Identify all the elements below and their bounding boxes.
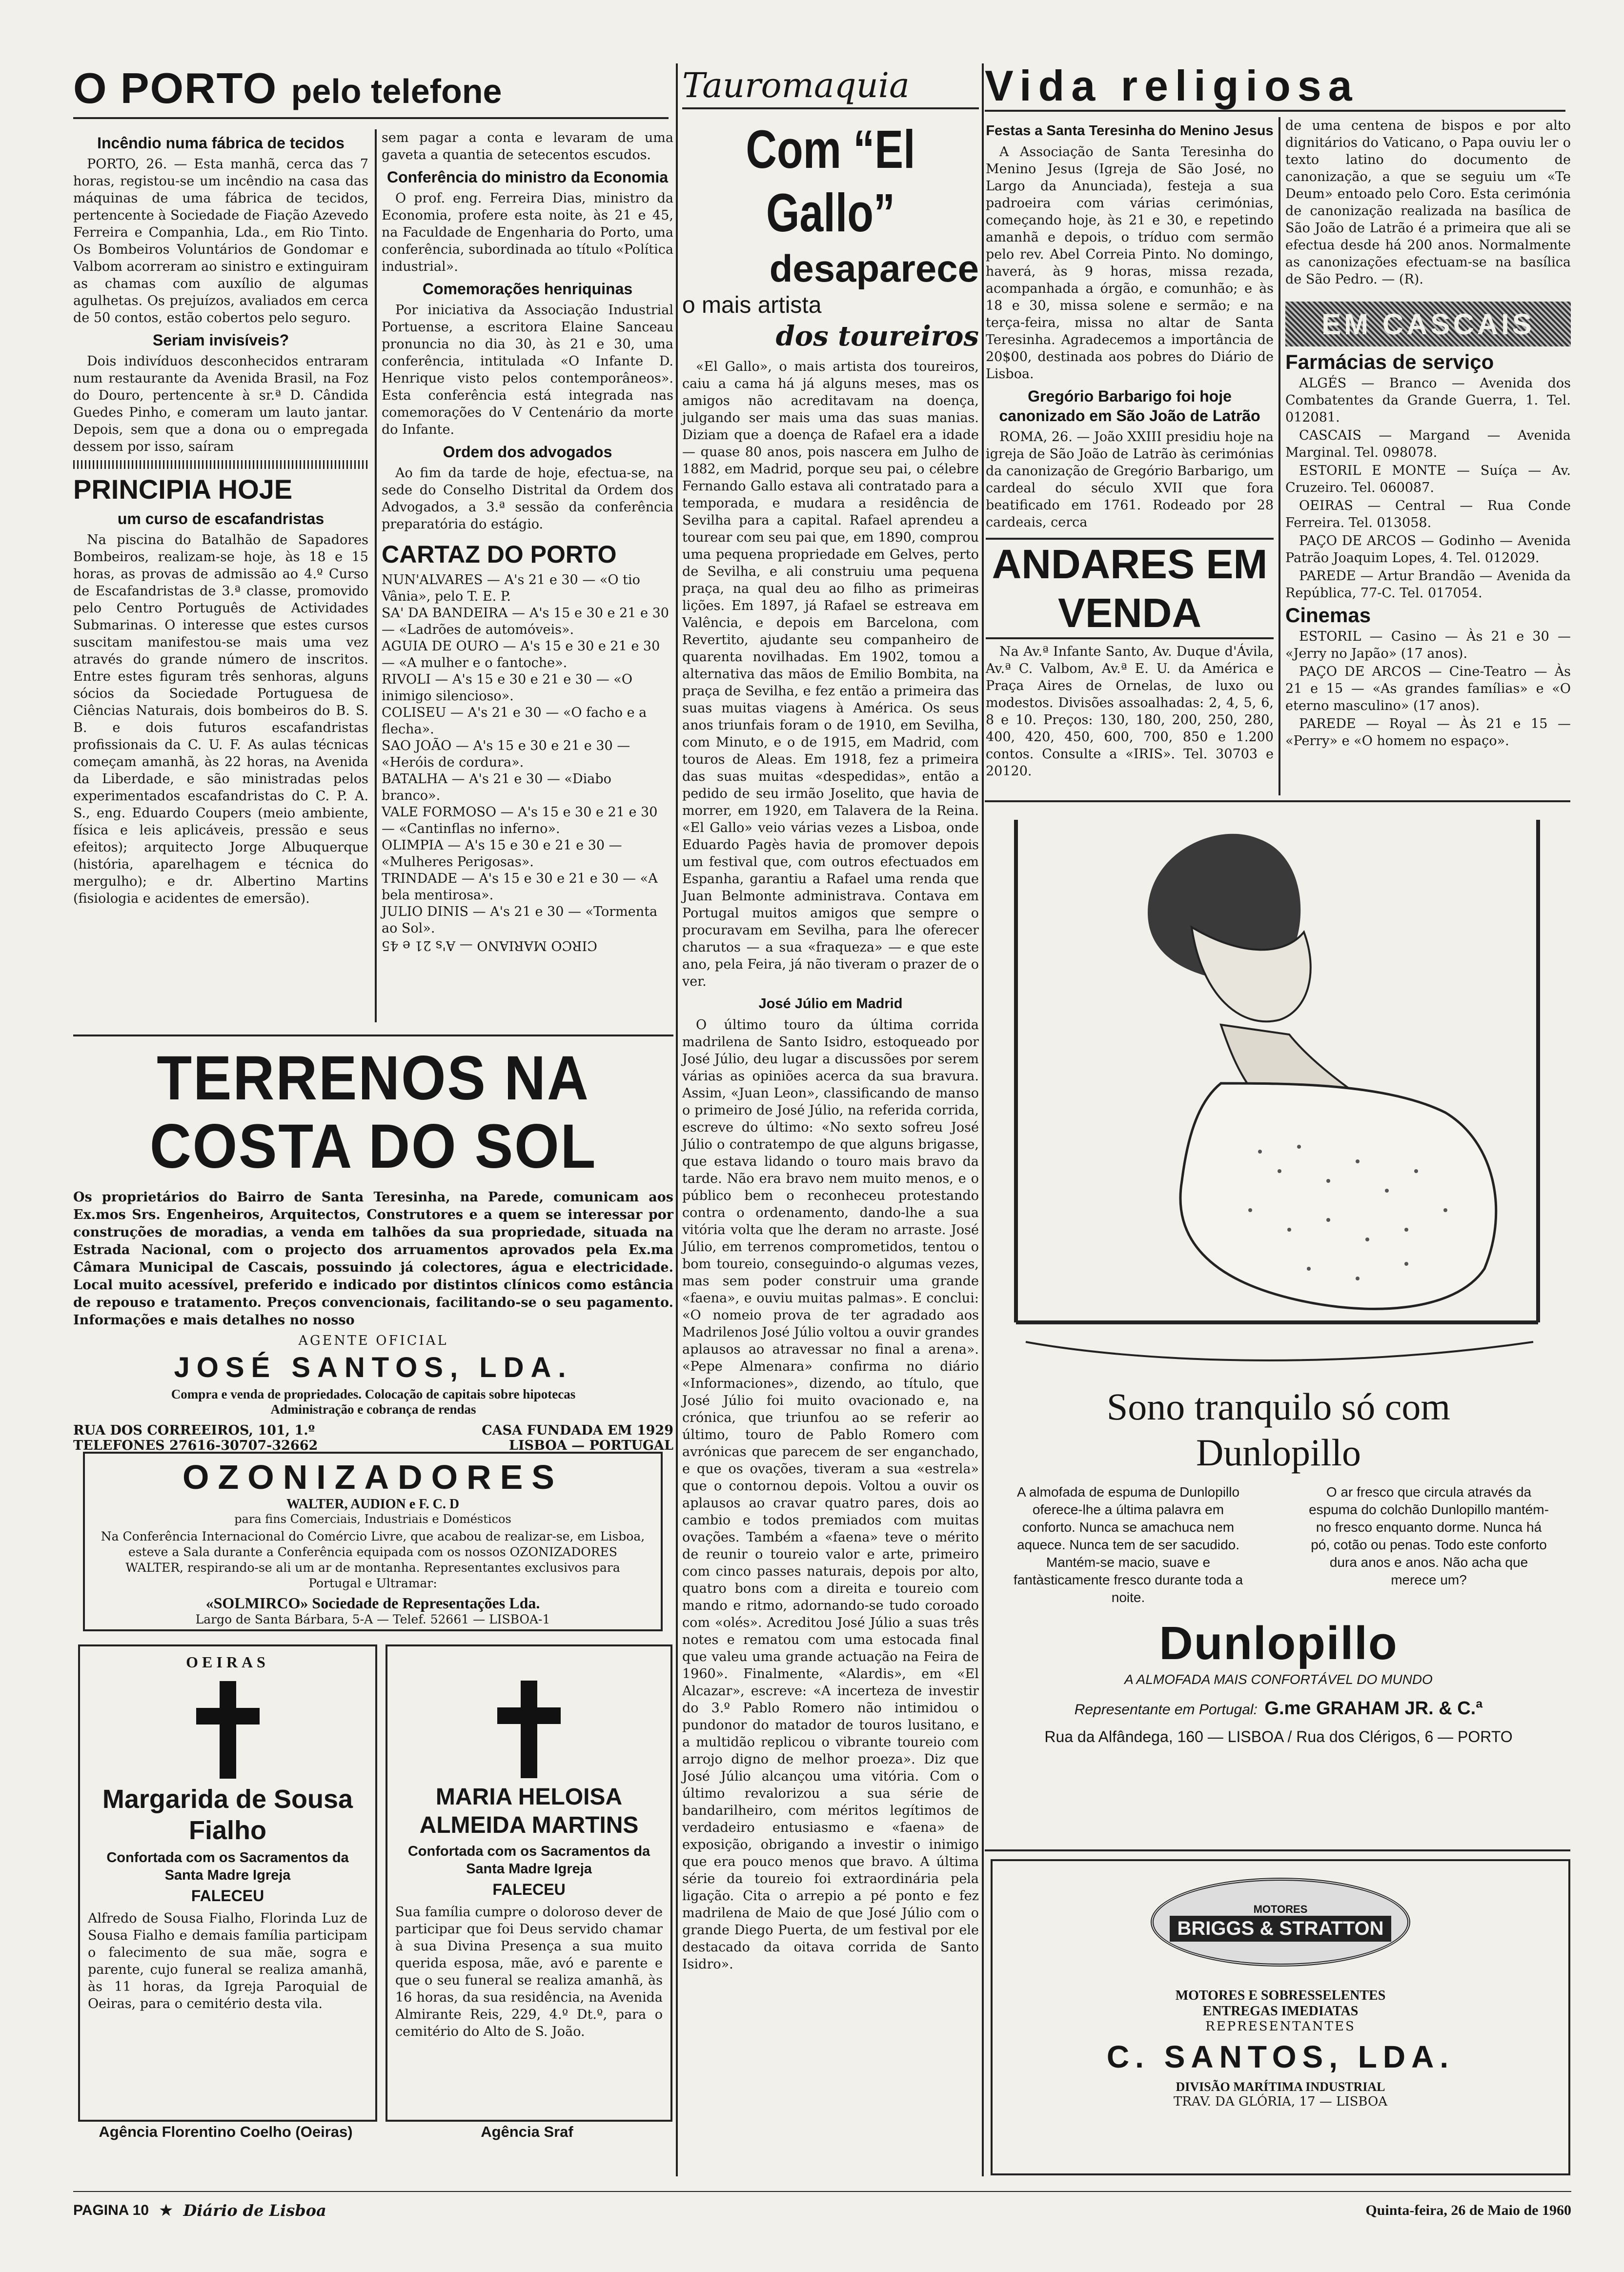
- section-rule: [985, 1849, 1570, 1851]
- dunlopillo-rep-label: Representante em Portugal:: [1074, 1702, 1258, 1718]
- column-3: [682, 63, 979, 2176]
- headline-conferencia: Conferência do ministro da Economia: [386, 168, 669, 186]
- headline-cinemas: Cinemas: [1285, 604, 1371, 627]
- article-advogados: Ao fim da tarde de hoje, efectua-se, na sede do Conselho Distrital da Ordem dos Advogados, a 3.ª sessão da conferência preparatória do estágio.: [382, 466, 673, 532]
- cartaz-item: SAO JOÃO — A's 15 e 30 e 21 e 30 — «Heróis de cordura».: [382, 738, 630, 770]
- obit2-body: Sua família cumpre o doloroso dever de participar que foi Deus servido chamar à sua Divina Presença a sua muito querida esposa, mãe, avó e parente e que o seu funeral se realiza amanhã, às 16 horas, da sua residência, na Avenida Almirante Reis, 229, 4.º Dt.º, para o cemitério do Alto de S. João.: [395, 1905, 663, 2039]
- religiosa-banner: [985, 61, 1565, 112]
- porto-banner-main: O PORTO: [73, 64, 278, 112]
- farmacia-item: PAREDE — Artur Brandão — Avenida da República, 77-C. Tel. 017054.: [1285, 568, 1571, 601]
- headline-invisiveis: Seriam invisíveis?: [152, 331, 289, 349]
- cartaz-item: JULIO DINIS — A's 21 e 30 — «Tormenta ao Sol».: [382, 904, 658, 936]
- briggs-address: TRAV. DA GLÓRIA, 17 — LISBOA: [1173, 2094, 1388, 2109]
- column-5: [1285, 117, 1571, 800]
- terrenos-address-row: [73, 1423, 673, 1438]
- terrenos-ad: [73, 1043, 673, 1453]
- cartaz-item: SA' DA BANDEIRA — A's 15 e 30 e 21 e 30 — «Ladrões de automóveis».: [382, 606, 669, 637]
- obit1-name: Margarida de Sousa Fialho: [102, 1785, 353, 1845]
- briggs-line3: REPRESENTANTES: [1205, 2019, 1356, 2034]
- headline-festas: Festas a Santa Teresinha do Menino Jesus: [986, 123, 1274, 139]
- andares-headline: ANDARES EM VENDA: [986, 538, 1274, 639]
- ozonizadores-company: «SOLMIRCO» Sociedade de Representações Lda.: [205, 1594, 540, 1612]
- divider: [73, 460, 368, 469]
- dunlopillo-rep-name: G.me GRAHAM JR. & C.ª: [1264, 1698, 1483, 1719]
- cartaz-item: RIVOLI — A's 15 e 30 e 21 e 30 — «O inimigo silencioso».: [382, 672, 632, 704]
- obit1-place: OEIRAS: [186, 1653, 269, 1671]
- farmacia-item: PAÇO DE ARCOS — Godinho — Avenida Patrão Joaquim Lopes, 4. Tel. 012029.: [1285, 533, 1571, 566]
- headline-advogados: Ordem dos advogados: [443, 443, 612, 461]
- column-1: [73, 129, 368, 1022]
- farmacia-item: OEIRAS — Central — Rua Conde Ferreira. Tel. 013058.: [1285, 498, 1571, 530]
- dunlopillo-text-left: A almofada de espuma de Dunlopillo oferece-lhe a última palavra em conforto. Nunca se amachuca nem aquece. Nunca tem de ser sacudido. Mantém-se macio, suave e fantàsticamente fresco durante toda a noite.: [1013, 1484, 1243, 1605]
- dunlopillo-text-right: O ar fresco que circula através da espuma do colchão Dunlopillo mantém-no fresco enquanto dorme. Nunca há pó, cotão ou penas. Todo este conforto dura anos e anos. Não acha que merece um?: [1309, 1484, 1549, 1587]
- cascais-banner: [1285, 302, 1571, 346]
- cartaz-item: VALE FORMOSO — A's 15 e 30 e 21 e 30 — «Cantinflas no inferno».: [382, 805, 658, 836]
- briggs-line2: ENTREGAS IMEDIATAS: [1202, 2004, 1359, 2019]
- briggs-company: C. SANTOS, LDA.: [1106, 2039, 1455, 2074]
- article-jose-julio: O último touro da última corrida madrilena de Santo Isidro, estoqueado por José Júlio, deu lugar a discussões por serem várias as opiniões acerca da sua bravura. Assim, «Juan Leon», classificando de manso o primeiro de José Júlio, na referida corrida, escreve do último: «No sexto sofreu José Júlio o contratempo de que alguns brigasse, que estava lidando o touro mais bravo da tarde. Não era bravo nem muito menos, e o público bem o reconheceu protestando contra o ordenamento, dando-lhe a sua vitória volta que lhe deram no arraste. José Júlio, em terrenos comprometidos, tentou o bom toureio, conseguindo-o algumas vezes, mas sem poder construir uma grande «faena», e ouviu muitas palmas». E conclui: «O nomeio prova de ter agradado aos Madrilenos José Júlio voltou a ouvir grandes aplausos ao atravessar no final a arena». «Pepe Almenara» confirma no diário «Informaciones», dizendo, ao título, que José Júlio foi muito ovacionado e, na crónica, que triunfou ao se referir ao último, touro de Pablo Romero com avrónicas que parecem de ser enganchado, e que os ovações, tiveram a sua «estrela» que o contornou depois. Voltou a ouvir os aplausos ao cravar quatro pares, dois ao cambio e todos premiados com muitas ovações. Também a «faena» teve o mérito de reunir o toureio valor e arte, primeiro com cinco passes naturais, depois por alto, quatro bons com a direita e toureio com mando e ritmo, adornando-se tudo coroado com «olés». Acreditou José Júlio a suas três notes e rematou com uma estocada final que valeu uma grande actuação na Feira de 1960». Finalmente, «Alardis», em «El Alcazar», escreve: «A incerteza de investir do 3.º Pablo Romero não intimidou o pundonor do matador de touros lusitano, e a multidão replicou o vibrante toureio com arrojo digno de melhor proeza». Diz que José Júlio alcançou uma vitória. Com o último revalorizou a sua série de bandarilheiro, com méritos legítimos de verdadeiro entusiasmo e «faena» de exposição, obrigando a investir o inimigo que era pouco menos que bravo. A última série da toureio foi extraordinária pela ligação. Cita o arrepio a pé ponto e fez madrilena de Maio de que José Júlio com o grande Diego Puerta, de um festival por ele destacado da oitava corrida de Santo Isidro».: [682, 1017, 979, 1972]
- farmacia-item: ALGÉS — Branco — Avenida dos Combatentes da Grande Guerra, 1. Tel. 012081.: [1285, 376, 1571, 425]
- obit1-comfort: Confortada com os Sacramentos da Santa Madre Igreja: [106, 1850, 349, 1883]
- ozonizadores-use: para fins Comerciais, Industriais e Domésticos: [234, 1512, 511, 1526]
- dunlopillo-rep-row: [987, 1698, 1570, 1719]
- footer: [73, 2196, 1571, 2225]
- headline-gregorio: Gregório Barbarigo foi hoje canonizado em São João de Latrão: [999, 387, 1260, 425]
- terrenos-phones: TELEFONES 27616-30707-32662: [73, 1438, 318, 1453]
- column-rule: [676, 63, 678, 2176]
- cartaz-list: [382, 572, 673, 953]
- article-comemoracoes: Por iniciativa da Associação Industrial Portuense, a escritora Elaine Sanceau pronuncia no dia 30, às 21 e 30, uma conferência, intitulada «O Infante D. Henrique visto pelos contemporâneos». Esta conferência está integrada nas comemorações do V Centenário da morte do Infante.: [382, 303, 673, 437]
- terrenos-services2: Administração e cobrança de rendas: [270, 1402, 476, 1417]
- terrenos-company: JOSÉ SANTOS, LDA.: [174, 1352, 573, 1383]
- headline-farmacias: Farmácias de serviço: [1285, 350, 1494, 373]
- column-rule: [1279, 117, 1280, 795]
- headline-incendio: Incêndio numa fábrica de tecidos: [97, 134, 345, 152]
- porto-banner-sub: pelo telefone: [291, 72, 502, 110]
- article-gregorio: ROMA, 26. — João XXIII presidiu hoje na igreja de São João de Latrão às cerimónias da canonização de Gregório Barbarigo, um cardeal do século XVII que fora beatificado em 1761. Rodeado por 28 cardeais, cerca: [986, 429, 1274, 530]
- gallo-headline-4: dos toureiros: [775, 320, 979, 352]
- dunlopillo-brand: Dunlopillo: [1159, 1617, 1398, 1669]
- article-principia: Na piscina do Batalhão de Sapadores Bombeiros, realizam-se hoje, às 18 e 15 horas, as provas de admissão ao 4.º Curso de Escafandristas de 3.ª classe, promovido pelo Centro Português de Actividades Submarinas. O interesse que estes cursos suscitam manifestou-se mais uma vez através do grande número de inscritos. Entre estes figuram três senhoras, alguns sócios da Sociedade Portuguesa de Ciências Naturais, dois bombeiros do B. S. B. e dois futuros escafandristas profissionais da C. U. F. As aulas técnicas começam amanhã, às 22 horas, na Avenida da Liberdade, e são ministradas pelos experimentados escafandristas do C. P. A. S., eng. Eduardo Coupers (meio ambiente, física e leis aplicáveis, pressão e seus efeitos); arquitecto Jorge Albuquerque (história, aparelhagem e técnica do mergulho); e dr. Albertino Martins (fisiologia e acidentes de emersão).: [73, 532, 368, 906]
- dunlopillo-headline-1: Sono tranquilo só com: [1106, 1385, 1451, 1428]
- dunlopillo-tagline: A ALMOFADA MAIS CONFORTÁVEL DO MUNDO: [1124, 1672, 1433, 1687]
- article-andares: Na Av.ª Infante Santo, Av. Duque d'Ávila, Av.ª C. Valbom, Av.ª E. U. da América e Praça Aires de Ornelas, de luxo ou modestos. Divisões assoalhadas: 2, 4, 5, 6, 8 e 10. Preços: 130, 180, 200, 250, 280, 400, 420, 450, 600, 700, 850 e 1.200 contos. Consulte a «IRIS». Tel. 30703 e 20120.: [986, 644, 1274, 779]
- cartaz-item: BATALHA — A's 21 e 30 — «Diabo branco».: [382, 771, 611, 803]
- obit2-faleceu: FALECEU: [492, 1881, 566, 1898]
- porto-banner: [73, 63, 639, 117]
- ozonizadores-body: Na Conferência Internacional do Comércio Livre, que acabou de realizar-se, em Lisboa, esteve a Sala durante a Conferência equipada com os nossos OZONIZADORES WALTER, respirando-se ali um ar de montanha. Representantes exclusivos para Portugal e Ultramar:: [101, 1529, 645, 1590]
- cascais-banner-text: EM CASCAIS: [1321, 307, 1535, 341]
- cross-icon: [497, 1681, 561, 1778]
- dunlopillo-address: Rua da Alfândega, 160 — LISBOA / Rua dos Clérigos, 6 — PORTO: [1044, 1728, 1513, 1745]
- briggs-logo-top: MOTORES: [1253, 1903, 1308, 1915]
- obit2-name: MARIA HELOISA ALMEIDA MARTINS: [419, 1784, 639, 1838]
- farmacia-item: ESTORIL E MONTE — Suíça — Av. Cruzeiro. Tel. 060087.: [1285, 463, 1571, 495]
- headline-principia: PRINCIPIA HOJE: [73, 474, 293, 505]
- briggs-logo-main: BRIGGS & STRATTON: [1170, 1916, 1392, 1942]
- headline-comemoracoes: Comemorações henriquinas: [422, 280, 633, 298]
- cartaz-item: NUN'ALVARES — A's 21 e 30 — «O tio Vânia», pelo T. E. P.: [382, 572, 640, 604]
- section-rule: [73, 1035, 673, 1036]
- cartaz-item: COLISEU — A's 21 e 30 — «O facho e a flecha».: [382, 705, 647, 737]
- article-gallo: «El Gallo», o mais artista dos toureiros, caiu a cama há já alguns meses, mas os amigos não acreditavam na doença, julgando ser mais uma das suas manias. Diziam que a doença de Rafael era a idade — quase 80 anos, pois nascera em Julho de 1882, em Madrid, porque seu pai, o célebre Fernando Gallo estava ali contratado para a temporada, e mudara a residência de Sevilha para a capital. Rafael aprendeu a tourear com seu pai que, em 1890, comprou uma pequena propriedade em Gelves, perto de Sevilha, e ali construiu uma pequena praça, na qual deu ao filho as primeiras lições. Em 1897, já Rafael se estreava em Valência, e depois em Barcelona, com Revertito, ajudante seu companheiro de quarenta novilhadas. Em 1902, tomou a alternativa das mãos de Emilio Bombita, na praça de Sevilha, e fez então a primeira das suas muitas viagens à América. Os seus anos triunfais foram o de 1910, em Sevilha, com Minuto, e o de 1915, em Madrid, com touros de Aleas. Em 1918, fez a primeira das suas muitas «despedidas», então a pedido de seu irmão Joselito, que havia de morrer, em 1920, em Talavera de la Reina. «El Gallo» veio várias vezes a Lisboa, onde Eduardo Pagès havia de promover depois um festival que, com outros efectuados em Espanha, garantiu a Rafael uma renda que Juan Belmonte administrava. Contava em Portugal muitos amigos que sempre o procuravam em Sevilha, para lhe oferecer charutos — a sua «fraqueza» — e que este ano, pela Feira, já não tiveram o prazer de o ver.: [682, 359, 979, 989]
- terrenos-services1: Compra e venda de propriedades. Colocação de capitais sobre hipotecas: [171, 1387, 576, 1401]
- briggs-division: DIVISÃO MARÍTIMA INDUSTRIAL: [1176, 2080, 1385, 2094]
- section-rule: [985, 800, 1570, 802]
- terrenos-headline: TERRENOS NA COSTA DO SOL: [149, 1043, 597, 1181]
- obit1-body: Alfredo de Sousa Fialho, Florinda Luz de Sousa Fialho e demais família participam o falecimento de sua mãe, sogra e parente, cujo funeral se realiza amanhã, às 11 horas, da Igreja Paroquial de Oeiras, para o cemitério desta vila.: [88, 1911, 367, 2011]
- obit2-agency: Agência Sraf: [481, 2123, 573, 2140]
- ozonizadores-title: OZONIZADORES: [183, 1458, 563, 1496]
- farmacia-item: CASCAIS — Margand — Avenida Marginal. Tel. 098078.: [1285, 428, 1571, 460]
- column-rule: [982, 63, 984, 2176]
- obituary-2: [386, 1644, 672, 2122]
- cartaz-item-inverted: CIRCO MARIANO — A's 21 e 45: [382, 938, 597, 953]
- ozonizadores-brand: WALTER, AUDION e F. C. D: [286, 1497, 460, 1512]
- dunlopillo-headline-2: Dunlopillo: [1196, 1431, 1361, 1474]
- terrenos-addr-right: CASA FUNDADA EM 1929: [482, 1423, 673, 1438]
- cinemas-list: [1285, 628, 1571, 750]
- obituary-1: [78, 1644, 377, 2122]
- article-festas: A Associação de Santa Teresinha do Menino Jesus (Igreja de São José, no Largo da Anunciada), festeja a sua padroeira com várias cerimónias, começando hoje, às 21 e 30, e repetindo amanhã e depois, o tríduo com sermão pelo rev. Abel Correia Pinto. No domingo, haverá, às 9 horas, missa rezada, acompanhada a órgão, e comunhão; e às 18 e 30, missa solene e sermão; e na terça-feira, missa no altar de Santa Teresinha. Agradecemos a importância de 20$00, destinada aos pobres do Diário de Lisboa.: [986, 144, 1274, 382]
- ozonizadores-address: Largo de Santa Bárbara, 5-A — Telef. 52661 — LISBOA-1: [195, 1612, 550, 1626]
- column-rule: [375, 129, 377, 1022]
- footer-date: Quinta-feira, 26 de Maio de 1960: [1365, 2202, 1571, 2218]
- footer-page: PAGINA 10: [73, 2202, 149, 2218]
- farmacias-list: [1285, 375, 1571, 602]
- dunlopillo-ad: [987, 810, 1570, 1825]
- footer-left: [73, 2201, 326, 2220]
- cross-icon: [196, 1681, 260, 1779]
- obit1-faleceu: FALECEU: [191, 1887, 264, 1905]
- religiosa-banner-text: Vida religiosa: [985, 61, 1359, 110]
- briggs-logo: [1151, 1878, 1410, 1967]
- headline-cartaz: CARTAZ DO PORTO: [382, 541, 617, 568]
- obit1-agency: Agência Florentino Coelho (Oeiras): [99, 2123, 353, 2140]
- woman-pillow-illustration: [987, 810, 1570, 1381]
- terrenos-body: Os proprietários do Bairro de Santa Teresinha, na Parede, comunicam aos Ex.mos Srs. Engenheiros, Arquitectos, Construtores e a quem se interessar por construções de moradias, a venda em talhões da sua propriedade, situada na Estrada Nacional, com o projecto dos arruamentos aprovados pela Ex.ma Câmara Municipal de Cascais, possuindo já colectores, água e electricidade. Local muito acessível, preferido e indicado por distintos clínicos como estância de repouso e tratamento. Preços convencionais, facilitando-se o seu pagamento. Informações e mais detalhes no nosso: [73, 1190, 673, 1328]
- subheadline-principia: um curso de escafandristas: [117, 510, 325, 527]
- dunlopillo-text-row: [987, 1476, 1570, 1606]
- headline-jose-julio: José Júlio em Madrid: [758, 996, 903, 1012]
- ozonizadores-ad: [83, 1452, 663, 1631]
- terrenos-addr-left: RUA DOS CORREEIROS, 101, 1.º: [73, 1423, 315, 1438]
- star-icon: ★: [159, 2201, 174, 2220]
- cinema-item: ESTORIL — Casino — Às 21 e 30 — «Jerry no Japão» (17 anos).: [1285, 629, 1571, 661]
- cartaz-item: AGUIA DE OURO — A's 15 e 30 e 21 e 30 — «A mulher e o fantoche».: [382, 639, 660, 670]
- article-invisiveis: Dois indivíduos desconhecidos entraram num restaurante da Avenida Brasil, na Foz do Douro, pertencente à sr.ª D. Cândida Guedes Pinho, e comeram um lauto jantar. Depois, sem que a dona ou o empregada dessem por isso, saíram: [73, 354, 368, 454]
- cartaz-item: TRINDADE — A's 15 e 30 e 21 e 30 — «A bela mentirosa».: [382, 871, 658, 903]
- footer-paper: Diário de Lisboa: [183, 2201, 326, 2220]
- terrenos-agente: AGENTE OFICIAL: [298, 1333, 448, 1348]
- gallo-headline-1: Com “El Gallo”: [746, 120, 915, 243]
- column-4: [986, 117, 1274, 800]
- column-2: [382, 129, 673, 1022]
- cinema-item: PAÇO DE ARCOS — Cine-Teatro — Às 21 e 15 — «As grandes famílias» e «O eterno masculino» (17 anos).: [1285, 664, 1571, 713]
- obit2-comfort: Confortada com os Sacramentos da Santa Madre Igreja: [407, 1844, 650, 1877]
- gallo-headline-3: o mais artista: [682, 292, 822, 318]
- article-incendio: PORTO, 26. — Esta manhã, cerca das 7 horas, registou-se um incêndio na casa das máquinas de uma fábrica de tecidos, pertencente à Sociedade de Fiação Azevedo Ferreira e Companhia, Lda., em Rio Tinto. Os Bombeiros Voluntários de Gondomar e Valbom acorreram ao sinistro e extinguiram as chamas com auxílio de algumas agulhetas. Os prejuízos, avaliados em cerca de 50 contos, estão cobertos pelo seguro.: [73, 157, 368, 325]
- briggs-line1: MOTORES E SOBRESSELENTES: [1175, 1988, 1386, 2003]
- article-gregorio-cont: de uma centena de bispos e por alto dignitários do Vaticano, o Papa ouviu ler o texto latino do documento de canonização, a que se seguiu um «Te Deum» entoado pelo Coro. Esta cerimónia de canonização realizada na basílica de São João de Latrão é a primeira que ali se efectua desde há 200 anos. Normalmente as canonizações efectuam-se na basílica de São Pedro. — (R).: [1285, 118, 1571, 287]
- briggs-ad: [991, 1859, 1570, 2175]
- article-invisiveis-cont: sem pagar a conta e levaram de uma gaveta a quantia de setecentos escudos.: [382, 130, 673, 162]
- banner-underline: [73, 117, 669, 119]
- article-conferencia: O prof. eng. Ferreira Dias, ministro da Economia, profere esta noite, às 21 e 45, na Faculdade de Engenharia do Porto, uma conferência, subordinada ao título «Política industrial».: [382, 191, 673, 274]
- cartaz-item: OLIMPIA — A's 15 e 30 e 21 e 30 — «Mulheres Perigosas».: [382, 838, 622, 870]
- gallo-headline-2: desaparece: [769, 247, 979, 290]
- terrenos-phone-row: [73, 1438, 673, 1453]
- tauromaquia-banner: Tauromaquia: [682, 63, 979, 109]
- footer-rule: [73, 2191, 1571, 2192]
- cinema-item: PAREDE — Royal — Às 21 e 15 — «Perry» e «O homem no espaço».: [1285, 716, 1571, 749]
- terrenos-city: LISBOA — PORTUGAL: [508, 1438, 673, 1453]
